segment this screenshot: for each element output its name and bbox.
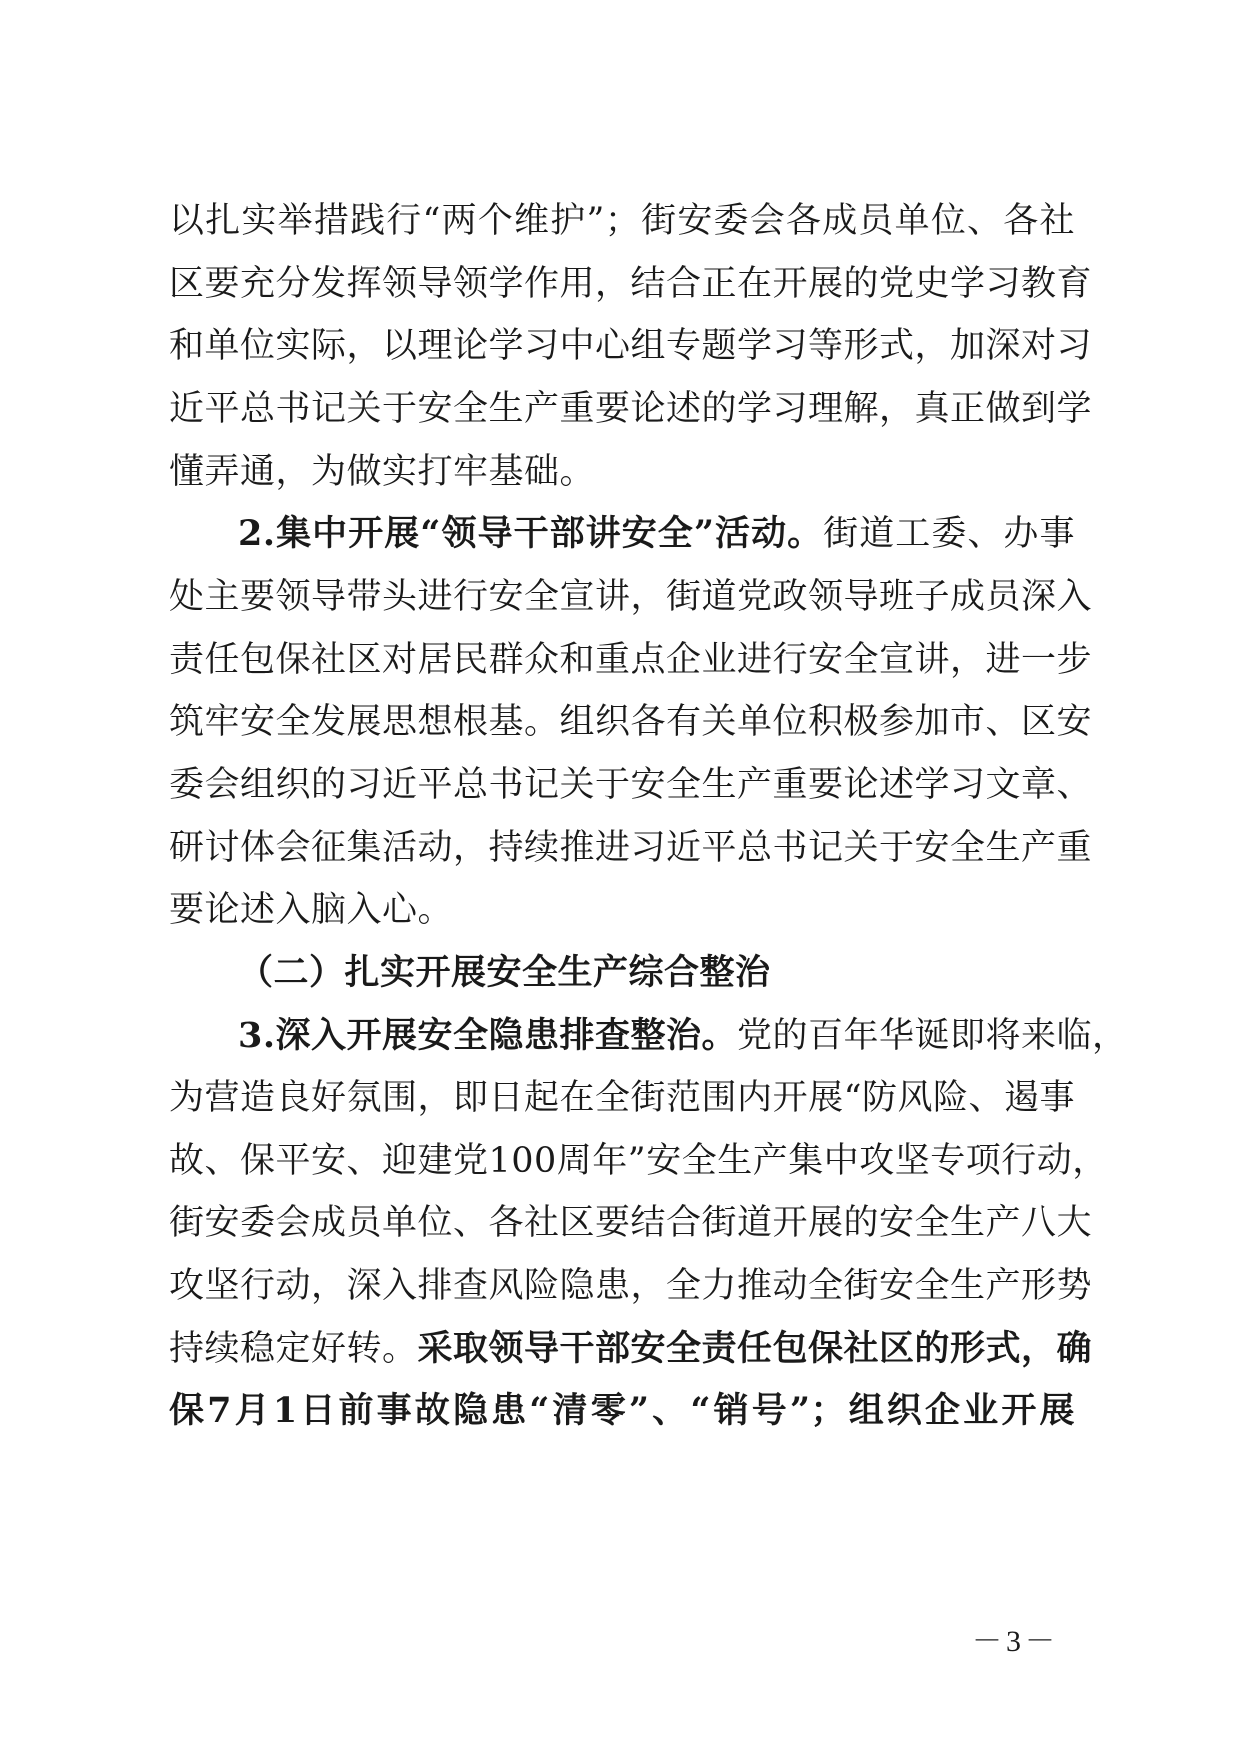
body-line: 街安委会成员单位、各社区要结合街道开展的安全生产八大 [169, 1203, 1093, 1243]
section-item-2 [238, 514, 1075, 554]
body-line: 和单位实际，以理论学习中心组专题学习等形式，加深对习 [169, 326, 1093, 366]
section-heading: （二）扎实开展安全生产综合整治 [238, 952, 771, 993]
body-line: 懂弄通，为做实打牢基础。 [169, 452, 596, 492]
body-line: 责任包保社区对居民群众和重点企业进行安全宣讲，进一步 [169, 640, 1093, 680]
body-line: 攻坚行动，深入排查风险隐患，全力推动全街安全生产形势 [169, 1266, 1093, 1306]
body-line: 保7月1日前事故隐患“清零”、“销号”；组织企业开展 [169, 1390, 1075, 1431]
emphasis-text: 采取领导干部安全责任包保社区的形式，确 [417, 1328, 1093, 1369]
body-line: 近平总书记关于安全生产重要论述的学习理解，真正做到学 [169, 389, 1093, 429]
body-text: 街道工委、办事 [823, 514, 1075, 554]
body-line: 故、保平安、迎建党100周年”安全生产集中攻坚专项行动， [169, 1141, 1108, 1181]
body-line: 以扎实举措践行“两个维护”；街安委会各成员单位、各社 [169, 201, 1075, 241]
body-line: 处主要领导带头进行安全宣讲，街道党政领导班子成员深入 [169, 577, 1093, 617]
body-line: 筑牢安全发展思想根基。组织各有关单位积极参加市、区安 [169, 702, 1093, 742]
body-line [169, 1328, 1093, 1369]
body-line: 为营造良好氛围，即日起在全街范围内开展“防风险、遏事 [169, 1078, 1075, 1118]
body-line: 研讨体会征集活动，持续推进习近平总书记关于安全生产重 [169, 828, 1093, 868]
item-title: 3.深入开展安全隐患排查整治。 [238, 1015, 738, 1056]
body-line: 区要充分发挥领导领学作用，结合正在开展的党史学习教育 [169, 264, 1093, 304]
section-item-3 [238, 1015, 1128, 1056]
body-line: 委会组织的习近平总书记关于安全生产重要论述学习文章、 [169, 765, 1093, 805]
body-line: 要论述入脑入心。 [169, 890, 454, 930]
body-text: 党的百年华诞即将来临， [737, 1016, 1128, 1056]
item-title: 2.集中开展“领导干部讲安全”活动。 [238, 513, 824, 554]
page-number: －3－ [972, 1625, 1059, 1658]
body-text: 持续稳定好转。 [169, 1329, 418, 1369]
